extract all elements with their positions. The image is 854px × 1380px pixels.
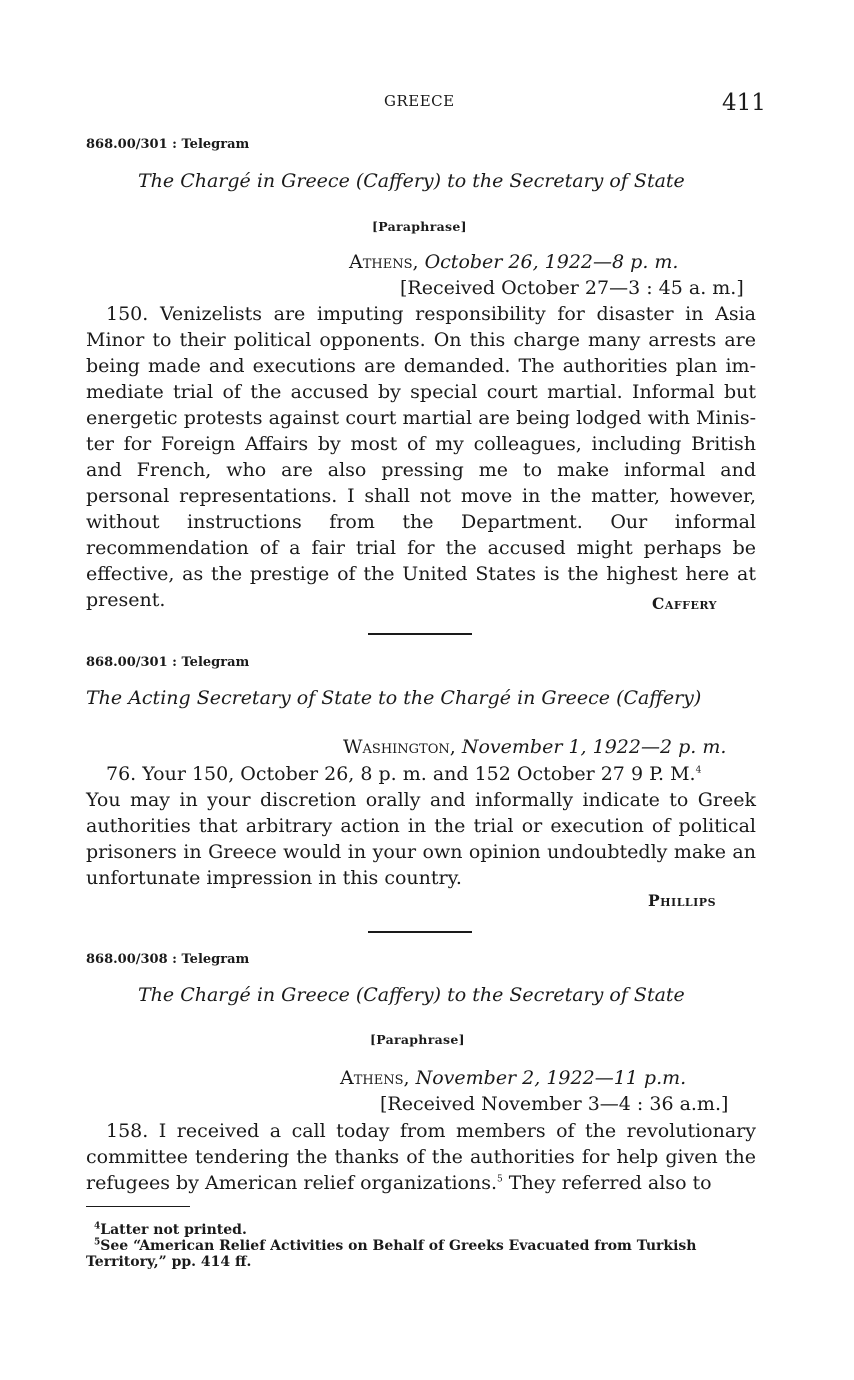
doc3-file-ref: 868.00/308 : Telegram [86, 952, 250, 967]
doc2-place: Washington [343, 736, 450, 758]
footnote-text: See “American Relief Activities on Behalf of Greeks Evacuated from Turkish Territory,” pp. 414 ff. [86, 1238, 697, 1270]
doc3-place: Athens [340, 1067, 404, 1089]
doc1-body-paragraph: 150. Venizelists are imputing responsibility for disaster in Asia Minor to their political opponents. On this charge many arrests are being made and executions are demanded. The authorities plan immediate trial of the accused by special court martial. Informal but energetic protests against court martial are being lodged with Minister for Foreign Affairs by most of my colleagues, including British and French, who are also pressing me to make informal and personal representations. I shall not move in the matter, however, without instructions from the Department. Our informal recommendation of a fair trial for the accused might perhaps be effective, as the prestige of the United States is the highest here at present. [86, 303, 756, 611]
doc2-body-paragraph: You may in your discretion orally and informally indicate to Greek authorities that arbitrary action in the trial or execution of political prisoners in Greece would in your own opinion undoubtedly make an unfortunate impression in this country. [86, 789, 756, 889]
footnote-ref-4: 4 [695, 765, 702, 776]
footnote-mark: 4 [94, 1221, 101, 1232]
doc1-signature: Caffery [652, 594, 718, 613]
doc1-dateline: Athens, October 26, 1922—8 p. m. [349, 251, 679, 273]
footnote-4 [86, 1222, 758, 1238]
doc1-file-ref: 868.00/301 : Telegram [86, 137, 250, 152]
footnote-5 [86, 1238, 758, 1270]
doc1-body [86, 301, 756, 613]
page-number: 411 [722, 90, 766, 116]
footnote-text: Latter not printed. [100, 1222, 247, 1238]
doc2-date: November 1, 1922—2 p. m. [461, 736, 727, 758]
doc3-date: November 2, 1922—11 p.m. [415, 1067, 687, 1089]
doc2-heading: The Acting Secretary of State to the Chargé in Greece (Caffery) [86, 687, 702, 709]
doc1-date: October 26, 1922—8 p. m. [424, 251, 679, 273]
doc3-body [86, 1118, 756, 1196]
section-divider [368, 931, 472, 933]
running-title: GREECE [384, 92, 455, 110]
doc2-body-line1 [86, 761, 756, 787]
footnote-ref-5: 5 [497, 1174, 503, 1185]
doc3-paraphrase-label: [Paraphrase] [370, 1032, 465, 1047]
doc2-signature: Phillips [648, 891, 717, 910]
doc3-body-part1: 158. I received a call today from members of the revolutionary committee tendering the thanks of the authorities for help given the refugees by American relief organizations. [86, 1120, 756, 1194]
doc2-dateline: Washington, November 1, 1922—2 p. m. [343, 736, 727, 758]
doc1-place: Athens [349, 251, 413, 273]
doc3-heading: The Chargé in Greece (Caffery) to the Secretary of State [138, 984, 685, 1006]
doc3-body-part2: They referred also to [502, 1172, 712, 1194]
doc3-body-paragraph [86, 1118, 756, 1196]
footnote-rule [86, 1206, 190, 1207]
doc1-heading: The Chargé in Greece (Caffery) to the Secretary of State [138, 170, 685, 192]
doc1-received: [Received October 27—3 : 45 a. m.] [400, 277, 744, 299]
doc3-received: [Received November 3—4 : 36 a.m.] [380, 1093, 729, 1115]
section-divider [368, 633, 472, 635]
doc1-paraphrase-label: [Paraphrase] [372, 219, 467, 234]
doc3-dateline: Athens, November 2, 1922—11 p.m. [340, 1067, 687, 1089]
doc2-file-ref: 868.00/301 : Telegram [86, 655, 250, 670]
doc2-body-line1-text: 76. Your 150, October 26, 8 p. m. and 152 October 27 9 P. M. [106, 763, 696, 785]
footnotes [86, 1222, 758, 1270]
footnote-mark: 5 [94, 1237, 101, 1248]
doc2-body [86, 761, 756, 891]
